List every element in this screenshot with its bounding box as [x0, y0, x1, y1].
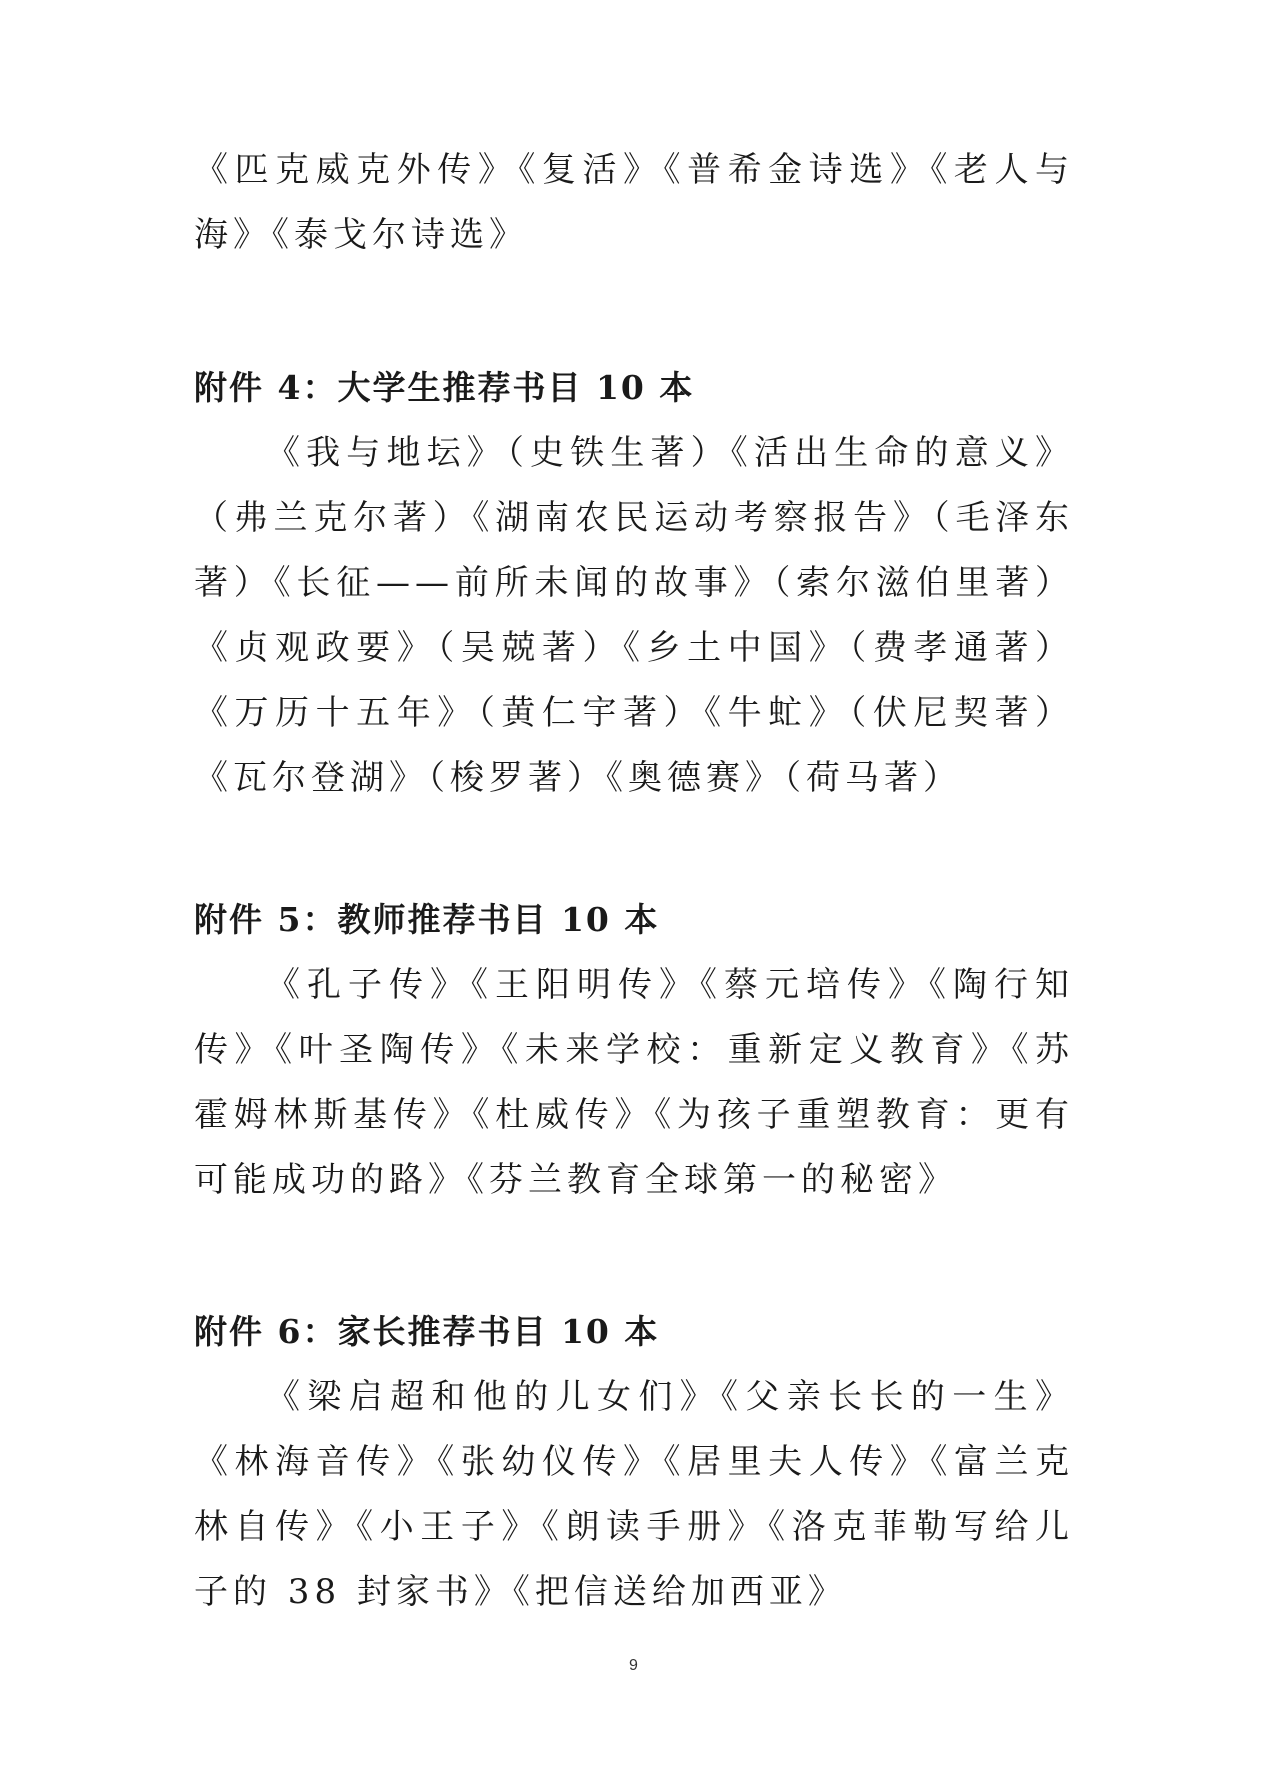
section-parents — [194, 1308, 1074, 1356]
section-university-students-list — [194, 421, 1074, 811]
section-heading: 附件 5：教师推荐书目 10 本 — [194, 900, 660, 939]
section-university-students — [194, 364, 1074, 412]
section-heading: 附件 6：家长推荐书目 10 本 — [194, 1312, 660, 1351]
page-number: 9 — [629, 1657, 638, 1674]
section-parents-list — [194, 1365, 1074, 1625]
continued-book-list — [194, 138, 1074, 268]
section-teachers-list — [194, 953, 1074, 1213]
book-list-text: 《梁启超和他的儿女们》《父亲长长的一生》《林海音传》《张幼仪传》《居里夫人传》《富兰克林自传》《小王子》《朗读手册》《洛克菲勒写给儿子的 38 封家书》《把信送给加西亚》 — [194, 1377, 1074, 1612]
section-teachers — [194, 896, 1074, 944]
section-heading: 附件 4：大学生推荐书目 10 本 — [194, 368, 695, 407]
continued-book-list-text: 《匹克威克外传》《复活》《普希金诗选》《老人与海》《泰戈尔诗选》 — [194, 150, 1074, 255]
book-list-text: 《我与地坛》（史铁生著）《活出生命的意义》（弗兰克尔著）《湖南农民运动考察报告》（毛泽东著）《长征——前所未闻的故事》（索尔滋伯里著）《贞观政要》（吴兢著）《乡土中国》（费孝通著）《万历十五年》（黄仁宇著）《牛虻》（伏尼契著）《瓦尔登湖》（梭罗著）《奥德赛》（荷马著） — [194, 433, 1074, 798]
book-list-text: 《孔子传》《王阳明传》《蔡元培传》《陶行知传》《叶圣陶传》《未来学校：重新定义教育》《苏霍姆林斯基传》《杜威传》《为孩子重塑教育：更有可能成功的路》《芬兰教育全球第一的秘密》 — [194, 965, 1074, 1200]
